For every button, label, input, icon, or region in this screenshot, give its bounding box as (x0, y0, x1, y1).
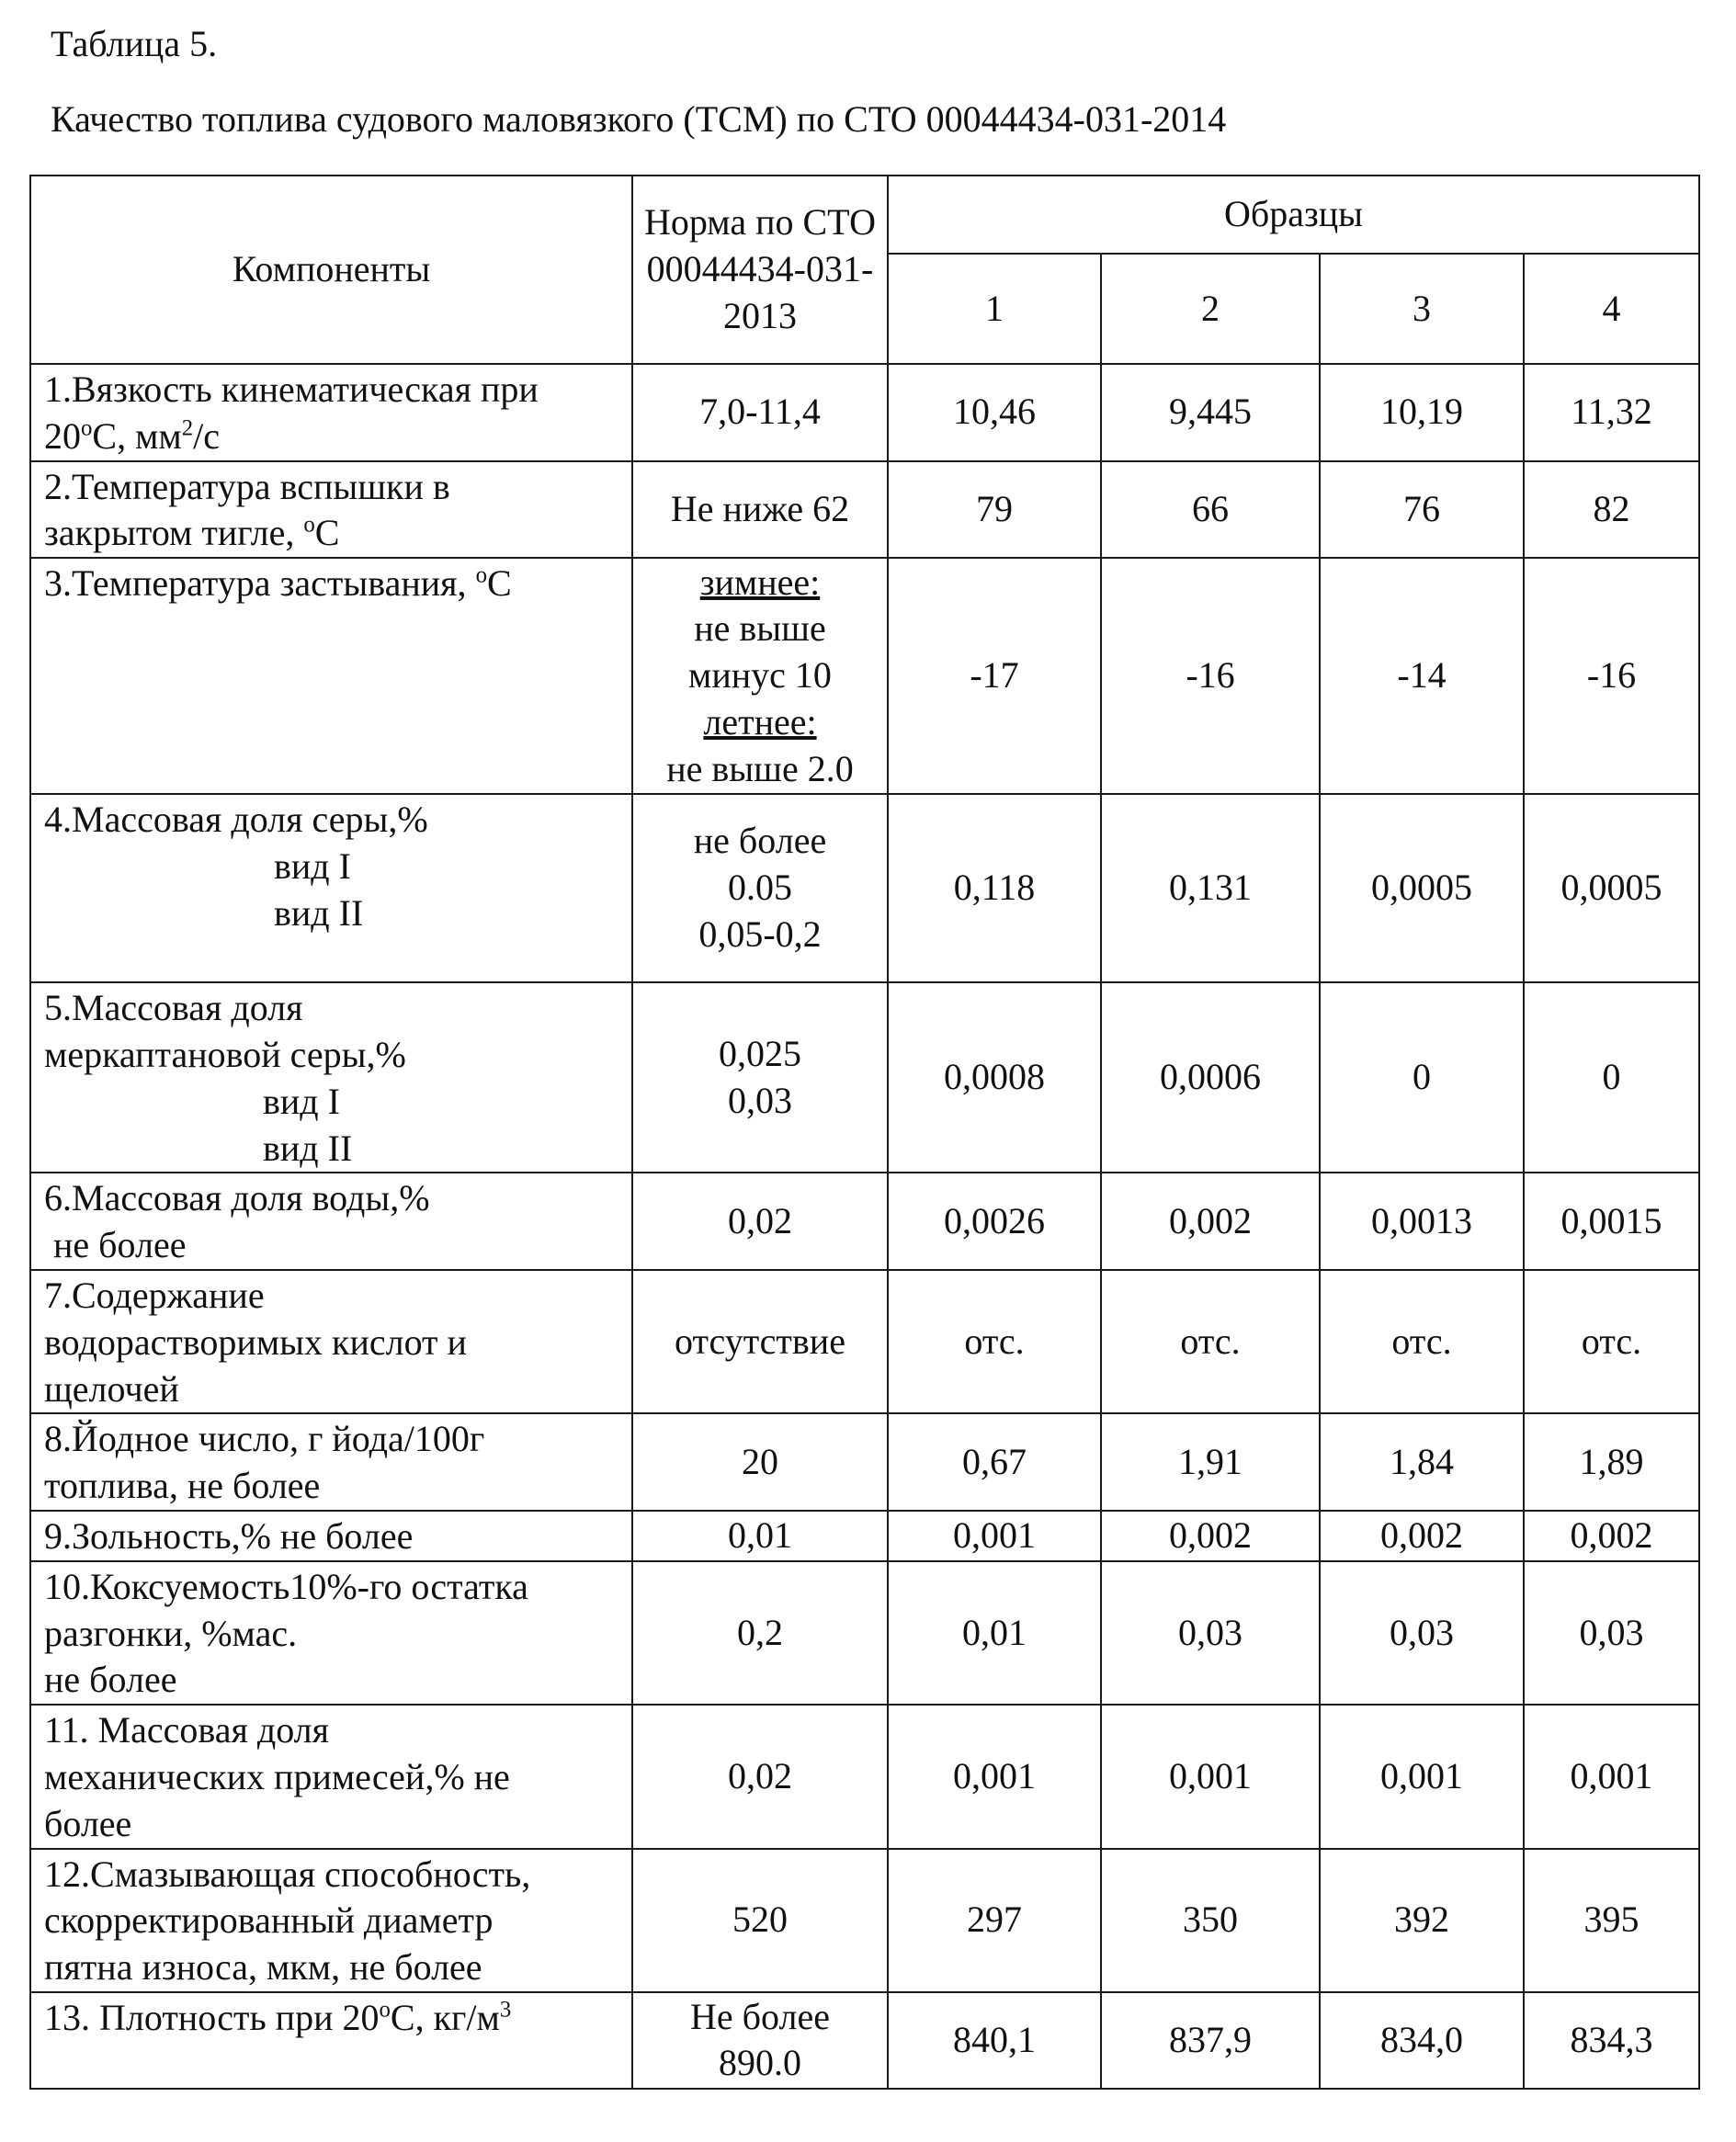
row-norm: 0,02 (632, 1173, 888, 1270)
row-value: 834,0 (1320, 1992, 1524, 2089)
row-component: 6.Массовая доля воды,% не более (30, 1173, 632, 1270)
row-value: 834,3 (1524, 1992, 1699, 2089)
row-value: 0,0008 (888, 982, 1101, 1173)
row-norm: 0,025 0,03 (632, 982, 888, 1173)
row-component: 3.Температура застывания, $^o$С (30, 558, 632, 794)
row-value: 0,01 (888, 1561, 1101, 1705)
row-norm: зимнее: не выше минус 10 летнее: не выше 2.0 (632, 558, 888, 794)
fuel-quality-table (29, 175, 1700, 2090)
table-row (30, 1511, 1699, 1561)
row-value: 0,002 (1524, 1511, 1699, 1561)
row-value: 0,131 (1101, 794, 1320, 982)
header-norm: Норма по СТО 00044434-031-2013 (632, 176, 888, 364)
row-value: 0,0005 (1524, 794, 1699, 982)
row-value: 0 (1524, 982, 1699, 1173)
table-row (30, 982, 1699, 1173)
row-norm: 0,01 (632, 1511, 888, 1561)
row-value: 11,32 (1524, 364, 1699, 461)
row-value: отс. (888, 1270, 1101, 1413)
row-value: 0,0026 (888, 1173, 1101, 1270)
row-value: 66 (1101, 461, 1320, 559)
row-component: 11. Массовая доля механических примесей,% не более (30, 1705, 632, 1848)
row-value: 0,03 (1524, 1561, 1699, 1705)
row-value: 0,118 (888, 794, 1101, 982)
row-value: -16 (1524, 558, 1699, 794)
table-row (30, 1413, 1699, 1511)
row-value: 0,002 (1101, 1173, 1320, 1270)
row-value: 0 (1320, 982, 1524, 1173)
sample-number: 1 (888, 254, 1101, 364)
row-value: 0,001 (1101, 1705, 1320, 1848)
row-component: 12.Смазывающая способность, скорректированный диаметр пятна износа, мкм, не более (30, 1849, 632, 1992)
row-component: 4.Массовая доля серы,% вид I вид II (30, 794, 632, 982)
row-value: 1,89 (1524, 1413, 1699, 1511)
table-row (30, 1705, 1699, 1848)
row-component: 8.Йодное число, г йода/100г топлива, не более (30, 1413, 632, 1511)
row-component: 2.Температура вспышки в закрытом тигле, $^o$С (30, 461, 632, 559)
sample-number: 2 (1101, 254, 1320, 364)
row-component: 10.Коксуемость10%-го остатка разгонки, %мас. не более (30, 1561, 632, 1705)
table-title: Качество топлива судового маловязкого (ТСМ) по СТО 00044434-031-2014 (51, 98, 1227, 140)
row-norm: 0,2 (632, 1561, 888, 1705)
row-value: -17 (888, 558, 1101, 794)
table-row (30, 1992, 1699, 2089)
table-row (30, 1173, 1699, 1270)
row-value: 350 (1101, 1849, 1320, 1992)
row-component: 1.Вязкость кинематическая при 20$^o$С, $мм^2/с$ (30, 364, 632, 461)
row-norm: Не ниже 62 (632, 461, 888, 559)
table-row (30, 794, 1699, 982)
row-value: 79 (888, 461, 1101, 559)
row-value: 395 (1524, 1849, 1699, 1992)
table-row (30, 1270, 1699, 1413)
row-value: 0,001 (888, 1705, 1101, 1848)
header-samples: Образцы (888, 176, 1699, 254)
row-value: 9,445 (1101, 364, 1320, 461)
row-value: 0,0005 (1320, 794, 1524, 982)
row-value: 10,46 (888, 364, 1101, 461)
sample-number: 4 (1524, 254, 1699, 364)
row-value: 0,0006 (1101, 982, 1320, 1173)
header-components: Компоненты (30, 176, 632, 364)
table-caption: Таблица 5. (51, 23, 218, 64)
row-value: 0,001 (888, 1511, 1101, 1561)
row-value: 0,03 (1101, 1561, 1320, 1705)
row-value: 10,19 (1320, 364, 1524, 461)
row-component: 5.Массовая доля меркаптановой серы,% вид I вид II (30, 982, 632, 1173)
row-value: 1,84 (1320, 1413, 1524, 1511)
row-value: 1,91 (1101, 1413, 1320, 1511)
row-value: 0,0013 (1320, 1173, 1524, 1270)
row-value: отс. (1320, 1270, 1524, 1413)
row-norm: 7,0-11,4 (632, 364, 888, 461)
row-value: 837,9 (1101, 1992, 1320, 2089)
row-value: 0,001 (1320, 1705, 1524, 1848)
sample-number: 3 (1320, 254, 1524, 364)
table-row (30, 364, 1699, 461)
row-value: 392 (1320, 1849, 1524, 1992)
row-norm: 20 (632, 1413, 888, 1511)
row-component: 7.Содержание водорастворимых кислот и щелочей (30, 1270, 632, 1413)
row-norm: 520 (632, 1849, 888, 1992)
row-value: 297 (888, 1849, 1101, 1992)
table-row (30, 461, 1699, 559)
row-component: 13. Плотность при 20$^o$С, $кг/м^3$ (30, 1992, 632, 2089)
row-value: 0,001 (1524, 1705, 1699, 1848)
row-value: 82 (1524, 461, 1699, 559)
row-norm: отсутствие (632, 1270, 888, 1413)
table-row (30, 558, 1699, 794)
row-value: -16 (1101, 558, 1320, 794)
row-value: 840,1 (888, 1992, 1101, 2089)
table-row (30, 1849, 1699, 1992)
row-value: отс. (1524, 1270, 1699, 1413)
row-component: 9.Зольность,% не более (30, 1511, 632, 1561)
table-row (30, 1561, 1699, 1705)
row-value: -14 (1320, 558, 1524, 794)
row-norm: не более 0.05 0,05-0,2 (632, 794, 888, 982)
row-value: 0,0015 (1524, 1173, 1699, 1270)
row-value: 0,67 (888, 1413, 1101, 1511)
row-norm: Не более 890.0 (632, 1992, 888, 2089)
row-value: 0,002 (1101, 1511, 1320, 1561)
row-value: 0,03 (1320, 1561, 1524, 1705)
row-norm: 0,02 (632, 1705, 888, 1848)
row-value: отс. (1101, 1270, 1320, 1413)
row-value: 76 (1320, 461, 1524, 559)
row-value: 0,002 (1320, 1511, 1524, 1561)
header-row (30, 176, 1699, 254)
